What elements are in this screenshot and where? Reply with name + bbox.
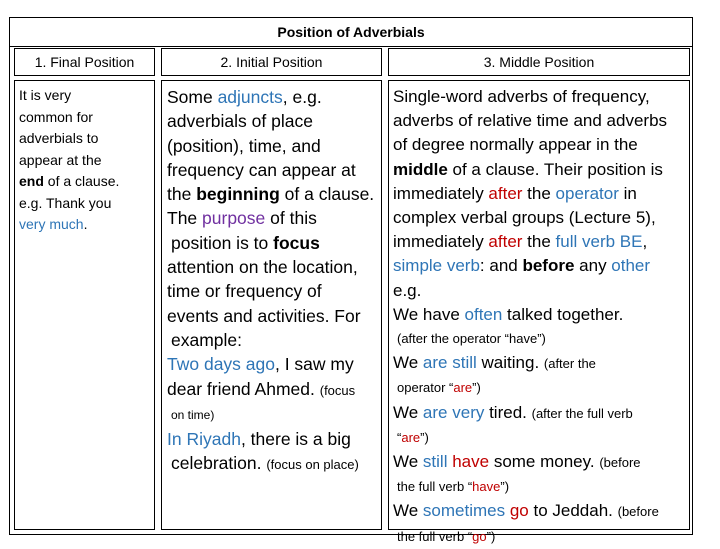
note: (after the [543,356,596,372]
text-span: “ [397,429,402,445]
text-span: the [522,183,556,203]
text-span: to Jeddah. [528,501,618,521]
text-span: talked together. [502,304,624,324]
example-verb: go [472,528,487,544]
emphasis-beginning: beginning [196,184,280,205]
adverbials-table [9,17,693,544]
example-adverb: often [464,304,503,324]
example-verb: are [422,402,448,422]
example-operator: are [422,353,448,373]
example-verb: go [509,501,529,521]
text-line [167,85,376,109]
header-final-position: 1. Final Position [14,48,155,76]
example-adverb: In Riyadh [167,429,241,450]
note [393,525,685,549]
text-line [393,230,685,254]
table-title: Position of Adverbials [10,18,692,47]
note: (before [599,455,641,471]
text-line [167,206,376,230]
header-middle-position: 3. Middle Position [388,48,690,76]
text-span: ”) [472,380,481,396]
term-other: other [611,256,651,276]
text-line [167,182,376,206]
text-line: adverbs of relative time and adverbs [393,111,668,131]
text-span: immediately [393,183,489,203]
text-span: waiting. [476,353,544,373]
text-span: position is to [171,232,274,253]
text-span: . [83,216,88,232]
term-adjuncts: adjuncts [217,87,283,107]
text-span: We have [393,304,465,324]
text-span: immediately [393,232,489,252]
text-span: of a clause. [43,173,120,189]
term-purpose: purpose [202,208,266,229]
text-span: of a clause. Their position is [447,159,663,179]
text-span: dear friend Ahmed. [167,378,320,399]
example-adverb: very much [19,216,84,232]
note [393,475,685,499]
text-span: operator “ [397,380,454,396]
text-span: the [167,184,197,205]
text-line [167,377,376,403]
text-span: , e.g. [282,87,322,107]
text-line: example: [171,329,243,350]
text-line: appear at the [19,151,102,168]
example-adverb: still [452,353,477,373]
text-line [393,254,685,278]
term-operator: operator [555,183,619,203]
note: on time) [171,407,215,422]
text-span: , there is a big [240,429,351,450]
text-span: Some [167,87,218,107]
header-initial-position: 2. Initial Position [161,48,382,76]
text-line [19,214,150,236]
example-adverb: still [422,452,448,472]
note [393,426,685,450]
emphasis-before: before [522,256,575,276]
text-span: some money. [489,452,600,472]
text-span: We [393,501,423,521]
text-line [393,158,685,182]
text-line: of degree normally appear in the [393,135,638,155]
text-span: The [167,208,203,229]
text-span: : and [479,256,523,276]
text-line [167,451,376,477]
emphasis-end: end [19,173,44,189]
note: (focus [319,382,356,398]
text-line: adverbials to [19,130,99,146]
text-line: (position), time, and [167,135,321,156]
note: (before [617,504,659,520]
text-line [167,231,376,255]
text-span: celebration. [171,453,267,474]
text-line: Single-word adverbs of frequency, [393,87,650,106]
text-span: the full verb “ [397,528,473,544]
example-verb: are [453,380,473,396]
text-line: events and activities. For [167,305,361,326]
initial-position-cell [161,80,382,530]
example-adverb: sometimes [422,501,506,521]
text-span: the [522,232,556,252]
text-span: of a clause. [279,184,375,205]
text-line: e.g. [393,280,422,300]
text-line [167,352,376,376]
middle-position-cell [388,80,690,544]
example-verb: have [472,479,501,495]
term-full-verb-be: full verb BE [555,232,643,252]
text-span: any [574,256,612,276]
example-adverb: Two days ago [167,354,275,375]
note: (after the operator “have”) [397,331,546,347]
text-span: We [393,402,423,422]
term-after: after [488,232,523,252]
text-span: the full verb “ [397,479,473,495]
note [393,376,685,400]
text-line [393,182,685,206]
text-line: common for [19,108,93,125]
text-line: time or frequency of [167,281,322,302]
text-line [393,499,685,524]
text-span: We [393,452,423,472]
final-position-cell [14,80,155,530]
text-span: ”) [420,429,429,445]
text-line: e.g. Thank you [19,194,112,211]
example-verb: are [401,429,421,445]
note: (after the full verb [531,405,633,421]
text-span: ”) [486,528,496,544]
note: (focus on place) [266,457,359,473]
text-span: in [618,183,637,203]
text-line [393,351,685,376]
text-line: adverbials of place [167,111,313,132]
text-line: attention on the location, [167,257,358,278]
text-line: frequency can appear at [167,159,356,180]
text-line [393,401,685,426]
text-line: It is very [19,87,72,103]
term-after: after [488,183,523,203]
text-line [393,450,685,475]
example-adverb: very [452,402,485,422]
text-span: tired. [484,402,532,422]
text-line [393,303,685,327]
text-line [19,171,150,193]
text-span: , [642,232,648,252]
emphasis-focus: focus [273,232,320,253]
text-span: , I saw my [274,354,354,375]
text-span: ”) [500,479,510,495]
term-simple-verb: simple verb [393,256,480,276]
text-span: of this [265,208,317,229]
text-line: complex verbal groups (Lecture 5), [393,208,656,228]
emphasis-middle: middle [393,159,448,179]
text-line [167,427,376,451]
example-verb: have [452,452,490,472]
text-span: We [393,353,423,373]
